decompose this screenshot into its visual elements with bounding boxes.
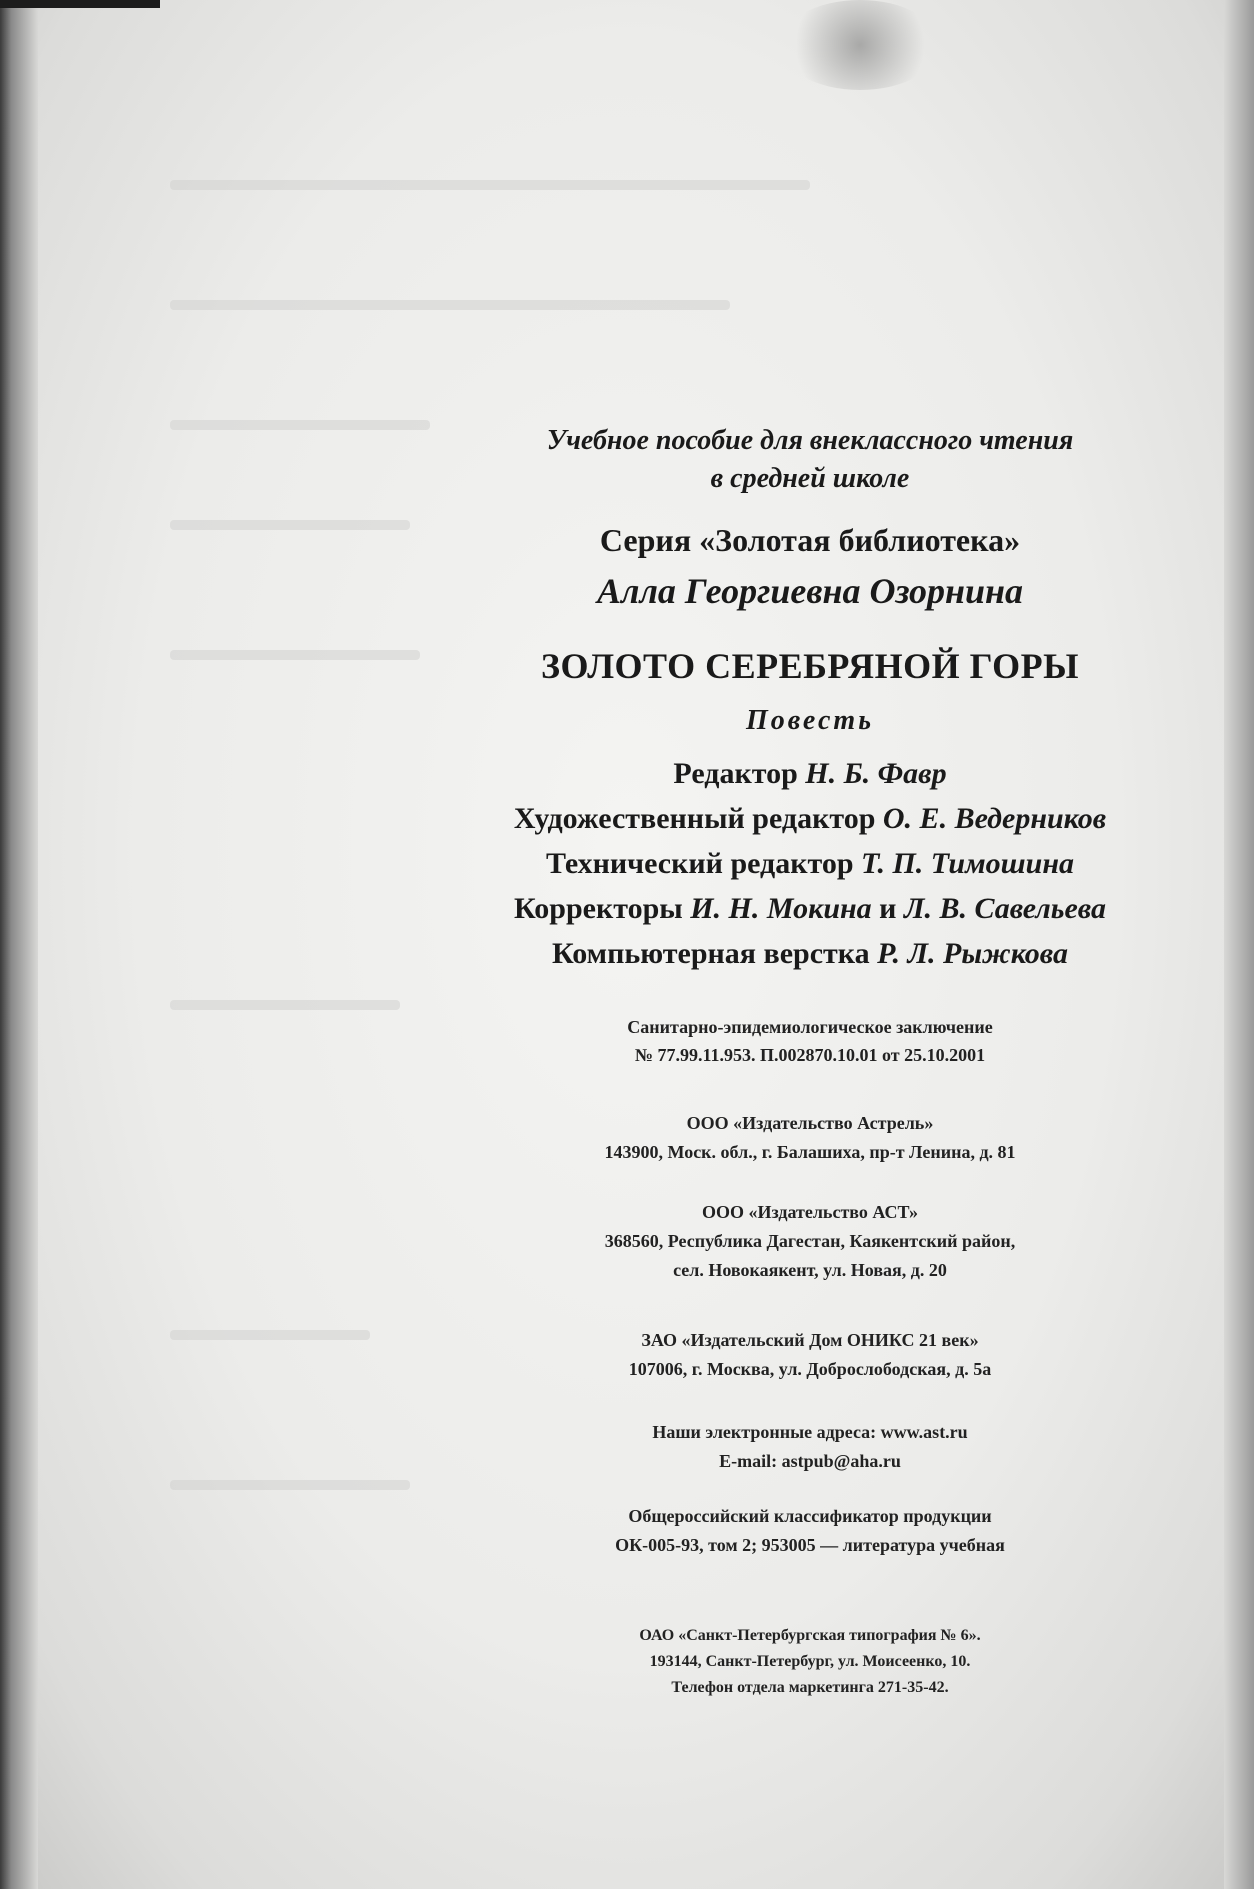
bleed-through-line [170,520,410,530]
credit-person: О. Е. Ведерников [882,802,1107,835]
credit-conjunction: и [879,892,897,925]
credit-editor [420,757,1200,791]
bleed-through-line [170,300,730,310]
series-description-line2: в средней школе [710,463,910,494]
credit-proofreaders [420,892,1200,926]
publisher3-address: 107006, г. Москва, ул. Доброслободская, д. 5а [628,1359,992,1379]
classifier-line1: Общероссийский классификатор продукции [628,1506,992,1526]
bleed-through-line [170,650,420,660]
publisher2-address1: 368560, Республика Дагестан, Каякентский район, [604,1231,1016,1251]
bleed-through-line [170,1330,370,1340]
credit-role: Корректоры [514,892,683,925]
scan-edge-left [0,0,38,1889]
scan-edge-right [1224,0,1254,1889]
credit-art-editor [420,802,1200,836]
credit-tech-editor [420,847,1200,881]
printer-address: 193144, Санкт-Петербург, ул. Моисеенко, 10. [649,1653,971,1670]
credit-role: Художественный редактор [513,802,876,835]
credit-role: Технический редактор [546,847,854,880]
credit-person: Л. В. Савельева [903,892,1106,925]
credit-person: Н. Б. Фавр [805,757,947,790]
credit-person: И. Н. Мокина [690,892,872,925]
scan-smudge [780,0,940,90]
publisher2-address2: сел. Новокаякент, ул. Новая, д. 20 [673,1260,947,1280]
series-description-line1: Учебное пособие для внеклассного чтения [546,425,1074,456]
sanitary-line2: № 77.99.11.953. П.002870.10.01 от 25.10.2001 [634,1045,986,1065]
credit-role: Компьютерная верстка [551,937,870,970]
credit-role: Редактор [673,757,798,790]
credit-person: Т. П. Тимошина [861,847,1074,880]
genre-label: Повесть [745,705,874,736]
bleed-through-line [170,1480,410,1490]
series-name: Серия «Золотая библиотека» [599,522,1021,558]
electronic-addresses: Наши электронные адреса: www.ast.ru [652,1422,968,1442]
printer-phone: Телефон отдела маркетинга 271-35-42. [671,1679,949,1696]
book-title: ЗОЛОТО СЕРЕБРЯНОЙ ГОРЫ [541,646,1079,686]
bleed-through-line [170,420,430,430]
credit-layout [420,937,1200,971]
printer-name: ОАО «Санкт-Петербургская типография № 6». [639,1627,981,1644]
publisher1-address: 143900, Моск. обл., г. Балашиха, пр-т Ленина, д. 81 [604,1142,1016,1162]
classifier-line2: ОК-005-93, том 2; 953005 — литература учебная [615,1535,1005,1555]
bleed-through-line [170,180,810,190]
email-address: E-mail: astpub@aha.ru [719,1451,901,1471]
publisher3-name: ЗАО «Издательский Дом ОНИКС 21 век» [641,1330,979,1350]
author-name: Алла Георгиевна Озорнина [596,571,1024,611]
sanitary-line1: Санитарно-эпидемиологическое заключение [627,1017,993,1037]
scan-edge-corner [0,0,160,8]
credit-person: Р. Л. Рыжкова [877,937,1068,970]
publisher2-name: ООО «Издательство АСТ» [701,1202,919,1222]
bleed-through-line [170,1000,400,1010]
publisher1-name: ООО «Издательство Астрель» [686,1113,934,1133]
